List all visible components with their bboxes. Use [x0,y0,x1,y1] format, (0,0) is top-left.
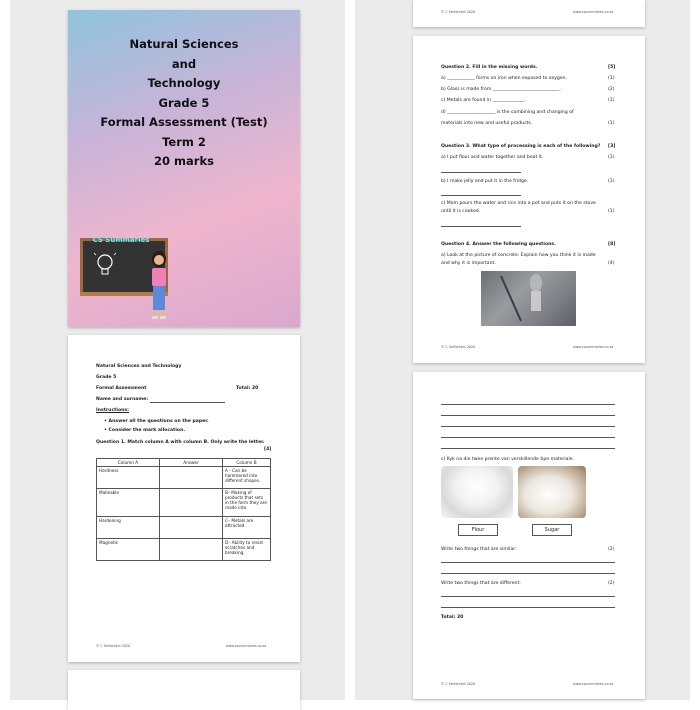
table-cell-b: B– Making of products that sets in the form they are made into. [223,489,271,517]
previous-page-edge [413,0,645,27]
answer-cell[interactable] [160,489,223,517]
answer-line[interactable] [441,573,615,574]
page-footer-right: www.cssummaries.co.za [573,345,614,349]
lightbulb-icon [94,252,116,280]
column-a-header: Column A [97,459,160,467]
page-footer-left: © C Serfontein 2020 [441,345,476,349]
teacher-avatar-icon [146,250,172,322]
q3-item: until it is cooked. [441,209,481,214]
assessment-line: Formal Assessment [96,386,147,391]
different-marks: (2) [608,581,615,586]
q2-item-marks: (1) [608,76,615,81]
page-footer-left: © C Serfontein 2020 [441,682,476,686]
name-label: Name and surname: [96,397,149,402]
column-b-header: Column B [223,459,271,467]
cover-title-line: Formal Assessment (Test) [100,115,268,129]
cover-title-line: Term 2 [162,134,206,149]
table-cell-b: A - Can be hammered into different shapes. [223,467,271,489]
answer-cell[interactable] [160,467,223,489]
strip-footer-left: © C Serfontein 2020 [441,10,476,14]
assessment-page-3[interactable] [413,372,645,699]
question-4-marks: [8] [608,242,616,247]
answer-cell[interactable] [160,517,223,539]
instruction-text: Consider the mark allocation. [108,428,186,433]
name-underline [150,402,225,403]
table-cell-b: C– Metals are attracted. [223,517,271,539]
instruction-item: • Answer all the questions on the paper. [104,419,209,424]
answer-line[interactable] [441,448,615,449]
q2-item: materials into new and useful products. [441,121,533,126]
next-page-edge [68,670,300,710]
flour-label: Flour [458,524,498,536]
flour-photo [441,466,513,518]
answer-line[interactable] [441,437,615,438]
cover-title-line: and [171,56,197,71]
instruction-text: Answer all the questions on the paper. [108,419,209,424]
q2-item: c) Metals are found in ______________. [441,98,527,103]
question-3-marks: [3] [608,144,616,149]
answer-cell[interactable] [160,539,223,561]
answer-line[interactable] [441,404,615,405]
answer-line[interactable] [441,195,521,196]
q2-item-marks: (2) [608,87,615,92]
q3-item-marks: (1) [608,155,615,160]
strip-footer-right: www.cssummaries.co.za [573,10,614,14]
subject-line: Natural Sciences and Technology [96,364,182,369]
answer-line[interactable] [441,172,521,173]
q3-item: c) Mom pours the water and rice into a pot and puts it on the stove [441,201,596,206]
question-1 [96,439,268,447]
similar-marks: (2) [608,547,615,552]
q4a-text: a) Look at the picture of concrete. Explain how you think it is made [441,253,596,258]
cover-title-line: 20 marks [154,154,214,168]
total-label: Total: 20 [236,386,259,391]
question-1-marks: [4] [264,447,272,452]
page-footer-right: www.cssummaries.co.za [226,644,267,648]
page-footer-right: www.cssummaries.co.za [573,682,614,686]
question-2-marks: [5] [608,65,616,70]
concrete-photo [481,271,576,326]
answer-line[interactable] [441,607,615,608]
answer-line[interactable] [441,426,615,427]
q3-item-marks: (1) [608,179,615,184]
cover-title-line: Natural Sciences [129,37,239,51]
q2-item: d) _____________________ is the combining and changing of [441,110,574,115]
q2-item-marks: (1) [608,121,615,126]
chalkboard-logo [68,10,300,327]
question-2: Question 2. Fill in the missing words. [441,65,538,70]
worker-figure-icon [481,271,576,326]
question-4: Question 4. Answer the following questions. [441,242,556,247]
answer-line[interactable] [441,415,615,416]
q3-item-marks: (1) [608,209,615,214]
matching-table [96,458,271,561]
q2-item-marks: (1) [608,98,615,103]
table-cell-b: D– Ability to resist scratches and breaking. [223,539,271,561]
answer-line[interactable] [441,562,615,563]
instructions-label: Instructions: [96,408,129,413]
page-footer-left: © C Serfontein 2020 [96,644,131,648]
q4a-marks: (4) [608,261,615,266]
total-label: Total: 20 [441,615,464,620]
answer-line[interactable] [441,596,615,597]
cover-page[interactable] [68,10,300,327]
table-cell-a: Hardening [97,517,160,539]
sugar-photo [518,466,586,518]
grade-line: Grade 5 [96,375,117,380]
question-3: Question 3. What type of processing is each of the following? [441,144,601,149]
table-cell-a: Hardness [97,467,160,489]
table-cell-a: Malleable [97,489,160,517]
different-prompt: Write two things that are different: [441,581,521,586]
q2-item: a) ____________ forms on iron when exposed to oxygen. [441,76,568,81]
answer-header: Answer [160,459,223,467]
cover-title-line: Technology [147,76,221,90]
question-1-text: Question 1. Match column A with column B. Only write the letter. [96,440,265,445]
q2-item: b) Glass is made from _____________________________. [441,87,561,92]
q3-item: a) I put flour and water together and beat it. [441,155,544,160]
similar-prompt: Write two things that are similar: [441,547,517,552]
table-cell-a: Magnetic [97,539,160,561]
logo-text: CS Summaries [92,236,150,244]
q4c-text: c) Kyk na die twee prente van verskillende tipe materiale. [441,457,575,462]
instruction-item: • Consider the mark allocation. [104,428,186,433]
q3-item: b) I make jelly and put it in the fridge. [441,179,529,184]
sugar-label: Sugar [532,524,572,536]
q4a-text: and why it is important. [441,261,496,266]
cover-title-line: Grade 5 [158,95,210,110]
answer-line[interactable] [441,226,521,227]
